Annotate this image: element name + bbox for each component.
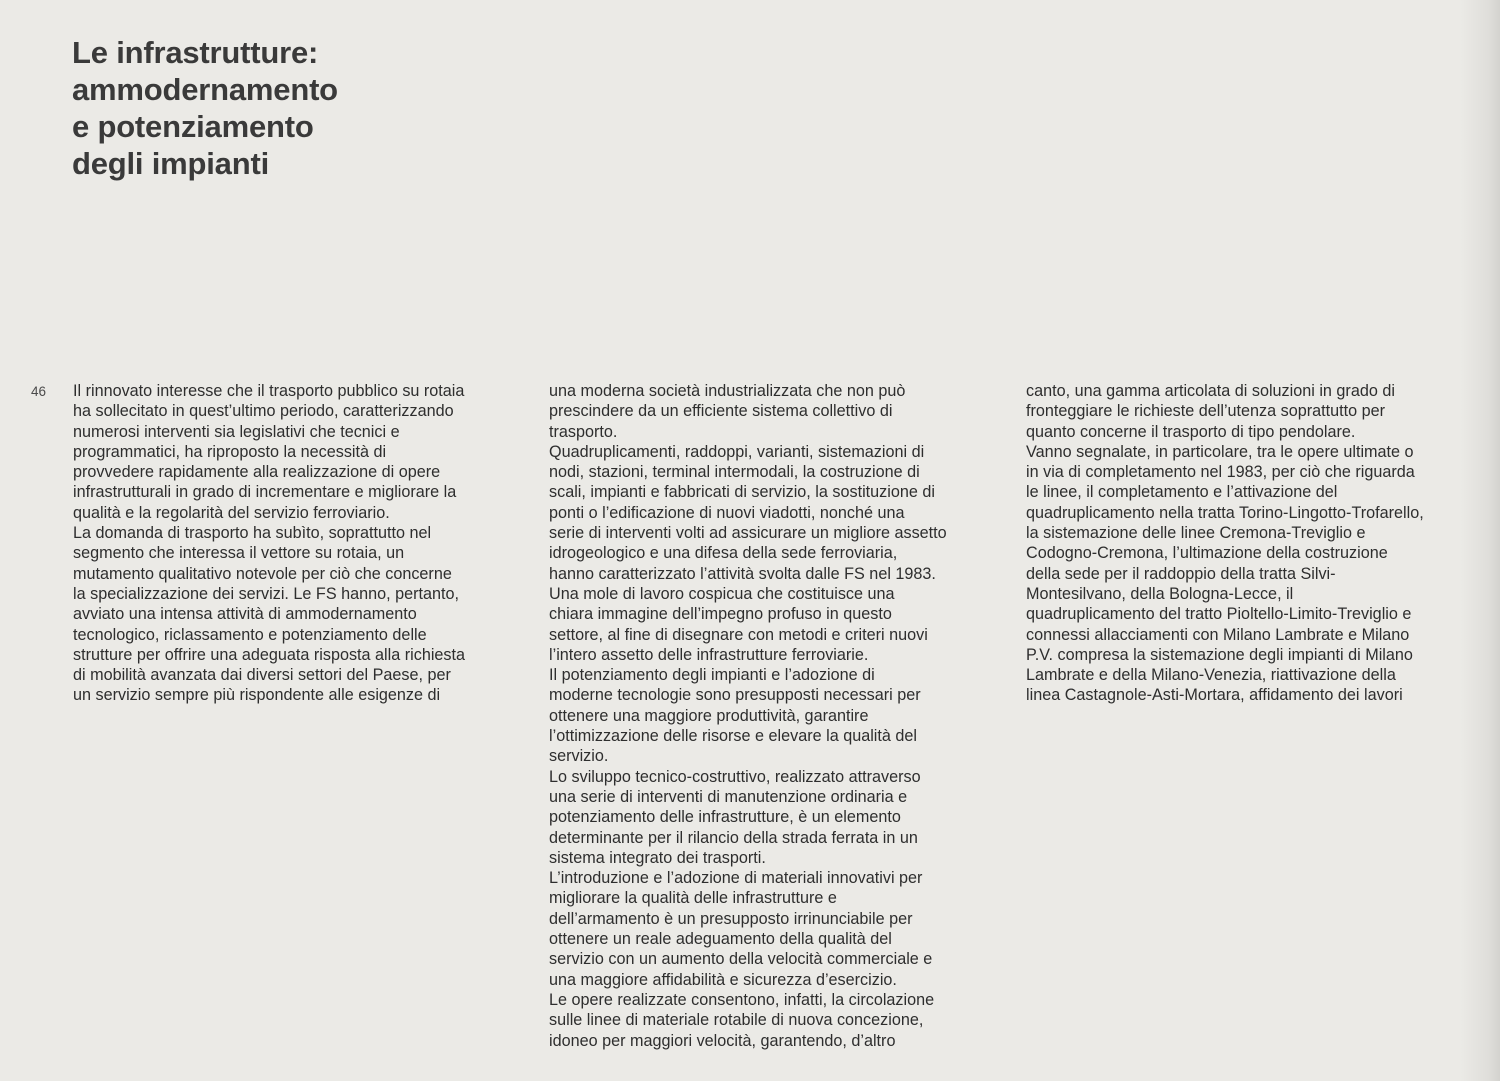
text-line: migliorare la qualità delle infrastrutture e bbox=[549, 889, 837, 908]
text-line: chiara immagine dell’impegno profuso in questo bbox=[549, 605, 892, 624]
text-line: tecnologico, riclassamento e potenziamento delle bbox=[73, 625, 427, 644]
text-line: Quadruplicamenti, raddoppi, varianti, sistemazioni di bbox=[549, 442, 925, 461]
text-line: Il potenziamento degli impianti e l’adozione di bbox=[549, 666, 875, 685]
text-line: Vanno segnalate, in particolare, tra le opere ultimate o bbox=[1026, 442, 1414, 461]
text-line: ponti o l’edificazione di nuovi viadotti, nonché una bbox=[549, 503, 905, 522]
text-line: Una mole di lavoro cospicua che costituisce una bbox=[549, 584, 895, 603]
text-line: una moderna società industrializzata che non può bbox=[549, 382, 906, 400]
text-line: la sistemazione delle linee Cremona-Treviglio e bbox=[1026, 524, 1366, 543]
text-line: un servizio sempre più rispondente alle esigenze di bbox=[73, 686, 441, 705]
text-line: L’introduzione e l’adozione di materiali innovativi per bbox=[549, 869, 923, 888]
text-line: l’ottimizzazione delle risorse e elevare la qualità del bbox=[549, 727, 918, 746]
text-line: la specializzazione dei servizi. Le FS hanno, pertanto, bbox=[73, 584, 460, 603]
text-line: di mobilità avanzata dai diversi settori del Paese, per bbox=[73, 666, 451, 685]
text-line: quanto concerne il trasporto di tipo pendolare. bbox=[1026, 422, 1356, 441]
text-line: le linee, il completamento e l’attivazione del bbox=[1026, 483, 1338, 502]
text-line: scali, impianti e fabbricati di servizio, la sostituzione di bbox=[549, 483, 935, 502]
text-line: qualità e la regolarità del servizio ferroviario. bbox=[73, 503, 390, 522]
title-line: ammodernamento bbox=[72, 72, 338, 107]
text-line: ha sollecitato in quest’ultimo periodo, caratterizzando bbox=[73, 402, 454, 421]
text-line: in via di completamento nel 1983, per ciò che riguarda bbox=[1026, 463, 1415, 482]
text-line: serie di interventi volti ad assicurare un migliore assetto bbox=[549, 524, 947, 543]
text-line: idoneo per maggiori velocità, garantendo, d’altro bbox=[549, 1031, 896, 1050]
page-number: 46 bbox=[31, 384, 47, 399]
text-line: Codogno-Cremona, l’ultimazione della costruzione bbox=[1026, 544, 1388, 563]
text-line: nodi, stazioni, terminal intermodali, la costruzione di bbox=[549, 463, 920, 482]
text-line: ottenere una maggiore produttività, garantire bbox=[549, 706, 869, 725]
text-line: trasporto. bbox=[549, 422, 618, 441]
text-line: hanno caratterizzato l’attività svolta dalle FS nel 1983. bbox=[549, 564, 936, 583]
text-line: Il rinnovato interesse che il trasporto pubblico su rotaia bbox=[73, 382, 465, 400]
text-line: l’intero assetto delle infrastrutture ferroviarie. bbox=[549, 645, 869, 664]
text-line: idrogeologico e una difesa della sede ferroviaria, bbox=[549, 544, 898, 563]
text-line: moderne tecnologie sono presupposti necessari per bbox=[549, 686, 921, 705]
text-line: linea Castagnole-Asti-Mortara, affidamento dei lavori bbox=[1026, 686, 1403, 705]
text-line: La domanda di trasporto ha subìto, soprattutto nel bbox=[73, 524, 432, 543]
text-line: programmatici, ha riproposto la necessità di bbox=[73, 442, 387, 461]
title-line: degli impianti bbox=[72, 146, 269, 181]
text-line: Lambrate e della Milano-Venezia, riattivazione della bbox=[1026, 666, 1396, 685]
text-line: mutamento qualitativo notevole per ciò che concerne bbox=[73, 564, 452, 583]
title-line: e potenziamento bbox=[72, 109, 314, 144]
text-line: provvedere rapidamente alla realizzazione di opere bbox=[73, 463, 441, 482]
page-title bbox=[72, 34, 492, 182]
text-line: servizio con un aumento della velocità commerciale e bbox=[549, 950, 933, 969]
title-line: Le infrastrutture: bbox=[72, 35, 319, 70]
text-line: servizio. bbox=[549, 747, 609, 766]
text-line: ottenere un reale adeguamento della qualità del bbox=[549, 930, 892, 949]
text-line: strutture per offrire una adeguata risposta alla richiesta bbox=[73, 645, 466, 664]
page-edge-shadow bbox=[1460, 0, 1500, 1081]
text-line: quadruplicamento del tratto Pioltello-Limito-Treviglio e bbox=[1026, 605, 1412, 624]
text-line: infrastrutturali in grado di incrementare e migliorare la bbox=[73, 483, 457, 502]
text-line: della sede per il raddoppio della tratta Silvi- bbox=[1026, 564, 1336, 583]
text-line: avviato una intensa attività di ammodernamento bbox=[73, 605, 417, 624]
text-line: una serie di interventi di manutenzione ordinaria e bbox=[549, 787, 908, 806]
text-line: sulle linee di materiale rotabile di nuova concezione, bbox=[549, 1011, 924, 1030]
text-line: segmento che interessa il vettore su rotaia, un bbox=[73, 544, 405, 563]
text-line: Montesilvano, della Bologna-Lecce, il bbox=[1026, 584, 1294, 603]
text-line: settore, al fine di disegnare con metodi e criteri nuovi bbox=[549, 625, 928, 644]
text-line: Le opere realizzate consentono, infatti, la circolazione bbox=[549, 990, 935, 1009]
text-line: P.V. compresa la sistemazione degli impianti di Milano bbox=[1026, 645, 1413, 664]
text-line: quadruplicamento nella tratta Torino-Lingotto-Trofarello, bbox=[1026, 503, 1424, 522]
text-line: dell’armamento è un presupposto irrinunciabile per bbox=[549, 909, 913, 928]
text-line: potenziamento delle infrastrutture, è un elemento bbox=[549, 808, 901, 827]
text-line: connessi allacciamenti con Milano Lambrate e Milano bbox=[1026, 625, 1410, 644]
text-line: una maggiore affidabilità e sicurezza d’esercizio. bbox=[549, 970, 897, 989]
text-line: prescindere da un efficiente sistema collettivo di bbox=[549, 402, 893, 421]
text-line: canto, una gamma articolata di soluzioni in grado di bbox=[1026, 382, 1395, 400]
text-line: fronteggiare le richieste dell’utenza soprattutto per bbox=[1026, 402, 1386, 421]
text-column-3 bbox=[1026, 381, 1424, 706]
text-line: determinante per il rilancio della strada ferrata in un bbox=[549, 828, 918, 847]
text-line: numerosi interventi sia legislativi che tecnici e bbox=[73, 422, 400, 441]
text-line: sistema integrato dei trasporti. bbox=[549, 848, 766, 867]
text-column-2 bbox=[549, 381, 947, 1051]
text-line: Lo sviluppo tecnico-costruttivo, realizzato attraverso bbox=[549, 767, 921, 786]
text-column-1 bbox=[73, 381, 465, 706]
